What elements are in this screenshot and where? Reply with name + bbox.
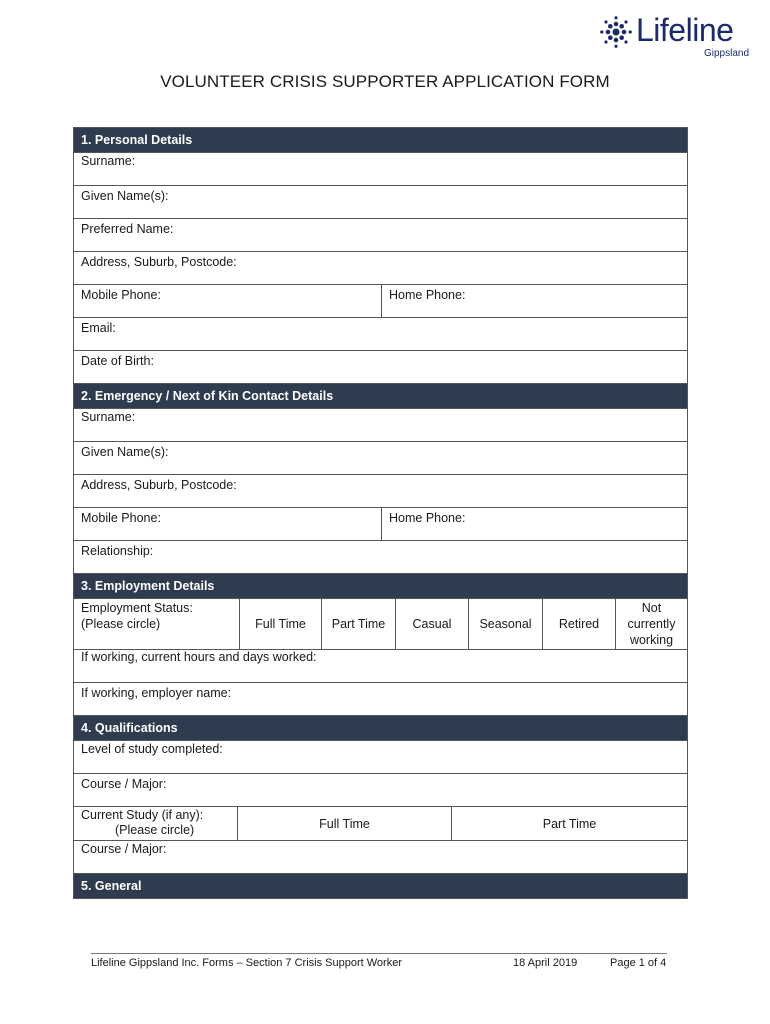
kin-home-phone-field[interactable] <box>381 508 687 540</box>
current-study-row <box>74 807 687 841</box>
kin-given-names-label: Given Name(s): <box>81 445 169 459</box>
employment-option-casual[interactable]: Casual <box>395 599 468 649</box>
page-title: VOLUNTEER CRISIS SUPPORTER APPLICATION FORM <box>160 72 610 91</box>
surname-field[interactable] <box>74 153 687 186</box>
date-of-birth-field[interactable] <box>74 351 687 384</box>
section-personal-details-header: 1. Personal Details <box>74 128 687 153</box>
given-names-label: Given Name(s): <box>81 189 169 203</box>
address-field[interactable] <box>74 252 687 285</box>
home-phone-label: Home Phone: <box>389 288 466 302</box>
section-emergency-contact-header: 2. Emergency / Next of Kin Contact Details <box>74 384 687 409</box>
section-general-header: 5. General <box>74 874 687 899</box>
mobile-phone-field[interactable] <box>74 285 381 317</box>
phone-row <box>74 285 687 318</box>
working-hours-field[interactable] <box>74 650 687 683</box>
employment-option-not-working[interactable]: Not currently working <box>615 599 687 649</box>
current-course-major-label: Course / Major: <box>81 842 167 856</box>
kin-mobile-phone-label: Mobile Phone: <box>81 511 161 525</box>
kin-given-names-field[interactable] <box>74 442 687 475</box>
working-hours-label: If working, current hours and days worked: <box>81 650 317 664</box>
current-study-label <box>74 807 237 840</box>
employment-status-row <box>74 599 687 650</box>
surname-label: Surname: <box>81 154 136 168</box>
employment-option-retired[interactable]: Retired <box>542 599 615 649</box>
logo-subtitle: Gippsland <box>704 48 750 59</box>
footer-page-number: Page 1 of 4 <box>610 957 667 969</box>
employer-name-label: If working, employer name: <box>81 686 232 700</box>
kin-address-label: Address, Suburb, Postcode: <box>81 478 237 492</box>
kin-phone-row <box>74 508 687 541</box>
study-level-label: Level of study completed: <box>81 742 223 756</box>
study-level-field[interactable] <box>74 741 687 774</box>
date-of-birth-label: Date of Birth: <box>81 354 154 368</box>
course-major-field[interactable] <box>74 774 687 807</box>
preferred-name-label: Preferred Name: <box>81 222 174 236</box>
relationship-field[interactable] <box>74 541 687 574</box>
employer-name-field[interactable] <box>74 683 687 716</box>
footer-divider <box>91 953 667 954</box>
footer-date: 18 April 2019 <box>513 957 578 969</box>
relationship-label: Relationship: <box>81 544 154 558</box>
section-qualifications-header: 4. Qualifications <box>74 716 687 741</box>
kin-address-field[interactable] <box>74 475 687 508</box>
employment-status-label <box>74 599 239 649</box>
mobile-phone-label: Mobile Phone: <box>81 288 161 302</box>
address-label: Address, Suburb, Postcode: <box>81 255 237 269</box>
employment-status-hint: (Please circle) <box>81 617 161 631</box>
study-option-part-time[interactable]: Part Time <box>451 807 687 840</box>
current-study-hint: (Please circle) <box>115 823 195 837</box>
current-study-text: Current Study (if any): <box>81 808 204 822</box>
employment-option-part-time[interactable]: Part Time <box>321 599 395 649</box>
section-employment-header: 3. Employment Details <box>74 574 687 599</box>
logo-wordmark: Lifeline <box>636 12 734 48</box>
lifeline-logo <box>600 14 760 62</box>
preferred-name-field[interactable] <box>74 219 687 252</box>
employment-option-full-time[interactable]: Full Time <box>239 599 321 649</box>
given-names-field[interactable] <box>74 186 687 219</box>
footer-document-name: Lifeline Gippsland Inc. Forms – Section 7 Crisis Support Worker <box>91 957 402 969</box>
application-form <box>73 127 688 899</box>
employment-option-seasonal[interactable]: Seasonal <box>468 599 542 649</box>
kin-mobile-phone-field[interactable] <box>74 508 381 540</box>
email-label: Email: <box>81 321 116 335</box>
kin-surname-label: Surname: <box>81 410 136 424</box>
course-major-label: Course / Major: <box>81 777 167 791</box>
employment-status-text: Employment Status: <box>81 601 193 615</box>
kin-surname-field[interactable] <box>74 409 687 442</box>
lifeline-emblem-icon <box>600 16 632 48</box>
kin-home-phone-label: Home Phone: <box>389 511 466 525</box>
home-phone-field[interactable] <box>381 285 687 317</box>
current-course-major-field[interactable] <box>74 841 687 874</box>
study-option-full-time[interactable]: Full Time <box>237 807 451 840</box>
email-field[interactable] <box>74 318 687 351</box>
